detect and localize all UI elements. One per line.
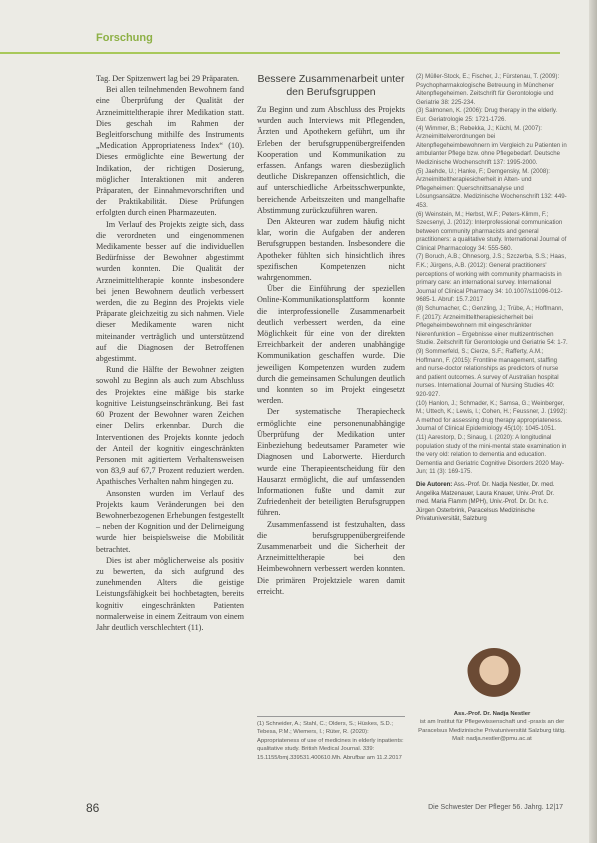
page-edge-shadow [589,0,597,843]
reference-item: (8) Schumacher, C.; Genzling, J.; Trübe, A.; Hoffmann, F. (2017): Arzneimitteltherapiesicherheit bei Pflegeheimbewohnern mit eingeschränkter Nierenfunktion – Ergebnisse einer multizentrischen Studie. Zeitschrift für Gerontologie und Geriatrie 54: 1-7. [416,305,568,347]
paragraph: Im Verlauf des Projekts zeigte sich, dass die verordneten und eingenommenen Medikamente besser auf die individuellen Bedürfnisse der Bewohner abgestimmt wurden konnten. Die Qualität der Arzneimitteltherapie konnte insbesondere bei jenen Bewohnern deutlich verbessert werden, die zu Beginn des Projekts viele Präparate gleichzeitig zu sich nahmen. Viele dieser Medikamente waren nicht miteinander verträglich und unterstützend auf die Diagnosen der Betroffenen abgestimmt. [96,219,244,364]
subheading: Bessere Zusammenarbeit unter den Berufsgruppen [257,73,405,98]
authors-block [416,481,568,524]
reference-item: (2) Müller-Stock, E.; Fischer, J.; Fürstenau, T. (2009): Psychopharmakologische Betreuung in Münchener Altenpflegeheimen. Zeitschrift für Gerontologie und Geriatrie 38: 225-234. [416,73,560,106]
reference-item: (5) Jaehde, U.; Hanke, F.; Demgensky, M. (2008): Arzneimitteltherapiesicherheit in Alten- und Pflegeheimen: Querschnittsanalyse und Lösungsansätze. Medizinische Wochenschrift 132: 449-453. [416,167,567,209]
reference-item: (9) Sommerfeld, S.; Cierze, S.F.; Rafferty, A.M.; Hoffmann, F. (2015): Frontline management, staffing and nurse-doctor relationships as predictors of nurse and patient outcomes. A survey of Australian hospital nurses. International Journal of Nursing Studies 40: 920-927. [416,348,559,398]
page-number: 86 [86,801,100,815]
article-column-2 [257,73,405,597]
paragraph: Den Akteuren war zudem häufig nicht klar, worin die Aufgaben der anderen Berufsgruppen bestanden. Insbesondere die Apotheker fühlten sich hinsichtlich ihres spezifischen Kompetenzen nicht wahrgenommen. [257,217,405,283]
header-rule [0,52,560,54]
photo-caption [416,710,568,744]
caption-name: Ass.-Prof. Dr. Nadja Nestler [453,711,531,717]
paragraph: Bei allen teilnehmenden Bewohnern fand eine Überprüfung der Qualität der Arzneimitteltherapie ihrer Medikation statt. Dies geschah im Rahmen der Begleitforschung mithilfe des Instruments „Medication Appropriateness Index“ (10). Dieses ermöglichte eine Bewertung der Indikation, der richtigen Dosierung, möglicher Interaktionen mit anderen Präparaten, der Einnahmevorschriften und der Praktikabilität. Diese Prüfungen erfolgten durch einen Pharmazeuten. [96,85,244,218]
reference-item: (10) Hanlon, J.; Schmader, K.; Samsa, G.; Weinberger, M.; Uttech, K.; Lewis, I.; Cohen, H.; Feussner, J. (1992): A method for assessing drug therapy appropriateness. Journal of Clinical Epidemiology 45(10): 1045-1051. [416,399,568,433]
reference-item: (11) Aarestorp, D.; Sinaug, I. (2020): A longitudinal population study of the mini-mental state examination in the very old: relation to dementia and education. Dementia and Geriatric Cognitive Disorders 2020 May-Jun; 11 (3): 169-175. [416,433,567,476]
author-portrait-photo [466,648,522,704]
paragraph: Zusammenfassend ist festzuhalten, dass die berufsgruppenübergreifende Zusammenarbeit und die Sicherheit der Arzneimitteltherapie bei den Heimbewohnern verbessert werden konnten. Die primären Projektziele waren damit erreicht. [257,519,405,596]
paragraph: Zu Beginn und zum Abschluss des Projekts wurden auch Interviews mit Pflegenden, Ärzten und Apothekern geführt, um ihr Erleben der berufsgruppenübergreifenden Kooperation und Kommunikation zu erfassen. Anfangs waren diesbezüglich deutliche Diskrepanzen offensichtlich, die auf unterschiedliche Arbeitsschwerpunkte, bereichende Arbeitszeiten und mangelhafte Abstimmung zurückzuführen waren. [257,105,405,215]
references-column [416,73,568,524]
reference-item: (3) Salmonen, K. (2006): Drug therapy in the elderly. Eur. Geriatrologie 25: 1721-1726. [416,107,558,123]
reference-item: (4) Wimmer, B.; Rebekka, J.; Küchl, M. (2007): Arzneimittelverordnungen bei Altenpflegeheimbewohnern im Vergleich zu Patienten in ambulanter Pflege bzw. ohne Pflegebedarf. Deutsche Medizinische Wochenschrift 137: 1995-2000. [416,124,567,166]
article-column-1 [96,73,244,633]
paragraph: Rund die Hälfte der Bewohner zeigten sowohl zu Beginn als auch zum Abschluss des Projektes eine mäßige bis starke kognitive Leistungseinschränkung. Bei fast 60 Prozent der Bewohner waren Zeichen einer Delirs erkennbar. Durch die Interventionen des Projekts konnte jedoch der Anteil der kognitiv eingeschränkten Personen mit agitiertem Verhaltensweisen von 83,9 auf 67,7 Prozent reduziert werden. Apathisches Verhalten nahm hingegen zu. [96,365,244,487]
authors-text: Ass.-Prof. Dr. Nadja Nestler, Dr. med. Angelika Matzenauer, Laura Knauer, Univ.-Prof. Dr. med. Maria Flamm (MPH), Univ.-Prof. Dr. Dr. h.c. Jürgen Osterbrink, Paracelsus Medizinische Privatuniversität, Salzburg [416,480,555,523]
paragraph: Tag. Der Spitzenwert lag bei 29 Präparaten. [96,74,240,83]
paragraph: Der systematische Therapiecheck ermöglichte eine personenunabhängige Überprüfung der Medikation unter Einbeziehung bedeutsamer Parameter wie Diagnosen und Laborwerte. Hierdurch wurde eine Therapieentscheidung für den Hausarzt ermöglicht, die auf umfassenden Informationen fußte und damit zur Zufriedenheit der beteiligten Berufsgruppen führen. [257,407,405,518]
journal-footer: Die Schwester Der Pfleger 56. Jahrg. 12|17 [428,804,563,811]
reference-item: (6) Weinstein, M.; Herbst, W.F.; Peters-Klimm, F.; Szecsenyi, J. (2012): Interprofessional communication between community pharmacists and general practitioners: a qualitative study. International Journal of Clinical Pharmacology 34: 555-560. [416,210,567,252]
footnote-reference: (1) Schneider, A.; Stahl, C.; Olders, S.; Hüskes, S.D.; Tebesa, P.M.; Wiemers, I.; Rüter, R. (2020): Appropriateness of use of medicines in elderly inpatients: qualitative study. British Medical Journal. 339: 15.1155/bmj.339531.400610.Mh. Abrufbar am 11.2.2017 [257,716,405,762]
authors-label: Die Autoren: [416,480,453,488]
paragraph: Dies ist aber möglicherweise als positiv zu bewerten, da sich aufgrund des zunehmenden Alters die geistige Leistungsfähigkeit bei hochbetagten, bereits kognitiv eingeschränkten Patienten normalerweise in einem Zeitraum von einem Jahr deutlich verschlechtert (11). [96,555,244,632]
reference-item: (7) Boruch, A.B.; Ohnesorg, J.S.; Szczerba, S.S.; Haas, F.K.; Jürgens, A.B. (2012): General practitioners' perceptions of working with community pharmacists in primary care: an international survey. International Journal of Clinical Pharmacy 34: 10.1007/s11096-012-9685-1. Abruf: 15.7.2017 [416,253,567,304]
section-title: Forschung [96,32,153,44]
paragraph: Über die Einführung der speziellen Online-Kommunikationsplattform konnte die interprofessionelle Zusammenarbeit deutlich verbessert werden, da eine Möglichkeit für eine von der direkten Erreichbarkeit der anderen unabhängige Kommunikation geschaffen wurde. Die jeweiligen Kompetenzen wurden zudem durch die gemeinsamen Schulungen deutlich und konnten so im Projekt eingesetzt werden. [257,284,405,406]
paragraph: Ansonsten wurden im Verlauf des Projekts kaum Veränderungen bei den Bewohnerbezogenen Erhebungen festgestellt – neben der Kognition und der Delirneigung wurde hier beispielsweise die Mobilität betrachtet. [96,488,244,554]
caption-text: ist am Institut für Pflegewissenschaft und -praxis an der Paracelsus Medizinische Privatuniversität Salzburg tätig. Mail: nadja.nestler@pmu.ac.at [418,719,566,743]
